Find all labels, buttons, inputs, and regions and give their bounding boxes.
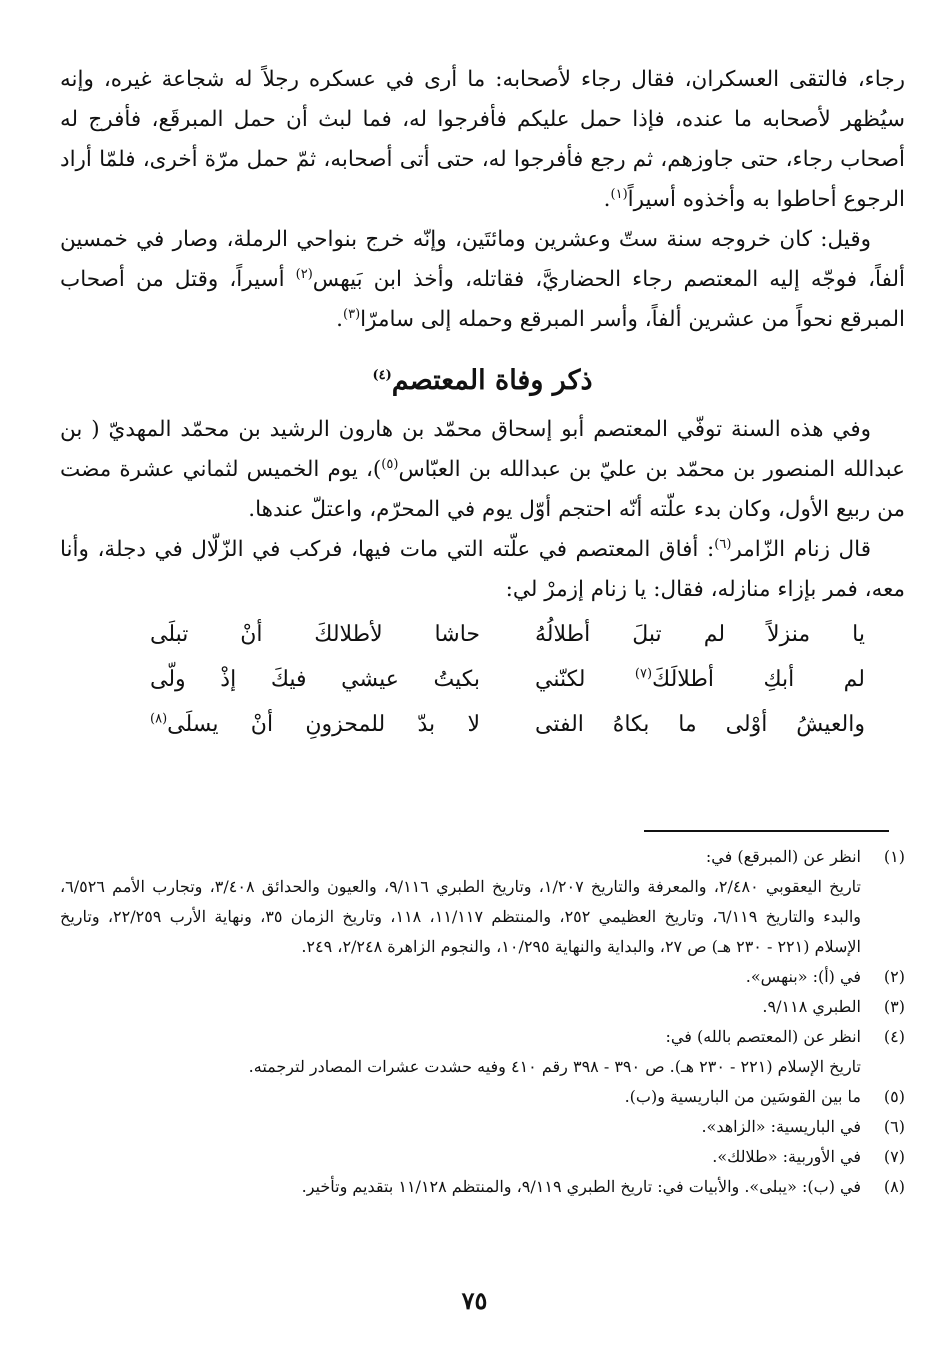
page-body (60, 60, 905, 747)
footnote-item (60, 1172, 905, 1202)
paragraph-4-text-b: : أفاق المعتصم في علّته التي مات فيها، فركب في الزّلّال في دجلة، وأنا معه، فمر بإزاء منازله، فقال: يا زنام إزمرْ لي: (60, 537, 905, 602)
footnote-ref: (٣) (343, 306, 361, 322)
poem-verse (60, 702, 905, 747)
footnote-continuation: تاريخ اليعقوبي ٢/٤٨٠، والمعرفة والتاريخ ١/٢٠٧، وتاريخ الطبري ٩/١١٦، والعيون والحدائق ٣/٤٠٨، وتجارب الأمم ٦/٥٢٦، والبدء والتاريخ ٦/١١٩، وتاريخ العظيمي ٢٥٢، والمنتظم ١١/١١٧، ١١٨، وتاريخ الزمان ٣٥، ونهاية الأرب ٢٢/٢٥٩، وتاريخ الإسلام (٢٢١ - ٢٣٠ هـ) ص ٢٧، والبداية والنهاية ١٠/٢٩٥، والنجوم الزاهرة ٢/٢٤٨، ٢٤٩. (60, 877, 862, 956)
section-heading-text: ذكر وفاة المعتصم (391, 365, 593, 396)
footnote-item (60, 1082, 905, 1112)
paragraph-4 (60, 530, 905, 610)
verse-left-hemistich (150, 622, 480, 647)
footnote-body (60, 1082, 861, 1112)
footnote-number: (٨) (883, 1177, 905, 1196)
hemistich-text-tail: لكنّني (535, 667, 635, 692)
footnote-number: (٥) (883, 1087, 905, 1106)
paragraph-3-text-b: )، يوم الخميس لثماني عشرة مضت من ربيع الأول، وكان بدء علّته أنّه احتجم أوّل يوم في المحرّم، واعتلّ عندها. (60, 457, 905, 522)
verse-left-hemistich (150, 667, 480, 692)
footnote-item (60, 842, 905, 962)
poem (60, 612, 905, 747)
footnote-ref: (٤) (372, 368, 392, 383)
footnote-text: انظر عن (المعتصم بالله) في: (665, 1027, 861, 1046)
footnote-ref: (٨) (150, 711, 168, 727)
footnote-text: في الأوربية: «طلالك». (712, 1147, 861, 1166)
hemistich-text: بكيتُ عيشي فيكَ إذْ ولّى (150, 667, 480, 692)
paragraph-1-text: رجاء، فالتقى العسكران، فقال رجاء لأصحابه: ما أرى في عسكره رجلاً له شجاعة غيره، وإنه سيُظهر لأصحابه ما عنده، فإذا حمل عليكم فأفرجوا له، فما لبث أن حمل المبرقَع، فأفرج له أصحاب رجاء، حتى جاوزهم، ثم رجع فأفرجوا له، حتى أتى أصحابه، ثمّ حمل مرّة أخرى، فلمّا أراد الرجوع أحاطوا به وأخذوه أسيراً (60, 67, 905, 212)
footnote-number: (١) (883, 847, 905, 866)
footnote-number: (٣) (883, 997, 905, 1016)
paragraph-3-text: وفي هذه السنة توفّي المعتصم أبو إسحاق محمّد بن هارون الرشيد بن محمّد المهديّ ( بن عبدالله المنصور بن محمّد بن عليّ بن عبدالله بن العبّاس (60, 417, 906, 482)
paragraph-2-end: . (336, 307, 344, 332)
hemistich-text: يا منزلاً لم تبلَ أطلالُهُ (535, 622, 865, 647)
footnote-text: الطبري ٩/١١٨. (762, 997, 861, 1016)
footnote-body (60, 992, 861, 1022)
verse-right-hemistich (535, 712, 865, 737)
footnote-item (60, 1022, 905, 1082)
main-text (60, 60, 905, 747)
footnote-ref: (١) (610, 186, 628, 202)
footnote-item (60, 992, 905, 1022)
footnote-body (60, 962, 861, 992)
paragraph-2-text-b: أسيراً، وقتل من أصحاب المبرقع نحواً من عشرين ألفاً، وأسر المبرقع وحمله إلى سامرّا (60, 267, 905, 332)
footnote-ref: (٢) (295, 266, 313, 282)
footnote-number: (٤) (883, 1027, 905, 1046)
footnote-body (60, 1022, 861, 1082)
hemistich-text: لا بدّ للمحزونِ أنْ يسلَى (167, 712, 480, 737)
footnote-number: (٢) (883, 967, 905, 986)
footnote-ref: (٧) (634, 666, 653, 682)
footnote-number: (٧) (883, 1147, 905, 1166)
footnote-text: ما بين القوسَين من الباريسية و(ب). (624, 1087, 861, 1106)
footnote-divider (644, 830, 889, 832)
footnote-item (60, 1112, 905, 1142)
footnote-ref: (٥) (381, 456, 399, 472)
page-number: ٧٥ (461, 1286, 488, 1315)
footnote-continuation: تاريخ الإسلام (٢٢١ - ٢٣٠ هـ). ص ٣٩٠ - ٣٩٨ رقم ٤١٠ وفيه حشدت عشرات المصادر لترجمته. (248, 1057, 861, 1076)
paragraph-2-text: وقيل: كان خروجه سنة ستّ وعشرين ومائتَين، وإنّه خرج بنواحي الرملة، وصار في خمسين ألفاً، فوجّه إليه المعتصم رجاء الحضاريَّ، فقاتله، وأخذ ابن بَيهس (60, 227, 905, 292)
footnote-body (60, 842, 861, 962)
footnote-item (60, 1142, 905, 1172)
paragraph-3 (60, 410, 905, 530)
section-heading (60, 358, 905, 404)
footnote-text: في (أ): «بنهس». (745, 967, 861, 986)
verse-left-hemistich (150, 712, 480, 737)
hemistich-text: والعيشُ أوْلى ما بكاهُ الفتى (535, 712, 865, 737)
paragraph-2 (60, 220, 905, 340)
footnote-body (60, 1112, 861, 1142)
verse-right-hemistich (535, 622, 865, 647)
footnotes (60, 842, 905, 1202)
footnote-body (60, 1142, 861, 1172)
paragraph-1 (60, 60, 905, 220)
footnote-body (60, 1172, 861, 1202)
paragraph-4-text: قال زنام الزّامر (731, 537, 871, 562)
footnote-item (60, 962, 905, 992)
footnote-ref: (٦) (714, 536, 732, 552)
paragraph-1-end: . (603, 187, 611, 212)
footnote-text: انظر عن (المبرقع) في: (705, 847, 861, 866)
hemistich-text: حاشا لأطلالكَ أنْ تبلَى (150, 622, 480, 647)
hemistich-text: لم أبكِ أطلالَكَ (652, 667, 865, 692)
footnote-number: (٦) (883, 1117, 905, 1136)
footnote-text: في (ب): «يبلى». والأبيات في: تاريخ الطبري ٩/١١٩، والمنتظم ١١/١٢٨ بتقديم وتأخير. (301, 1177, 861, 1196)
poem-verse (60, 657, 905, 702)
poem-verse (60, 612, 905, 657)
footnote-text: في الباريسية: «الزاهد». (701, 1117, 861, 1136)
verse-right-hemistich (535, 667, 865, 692)
